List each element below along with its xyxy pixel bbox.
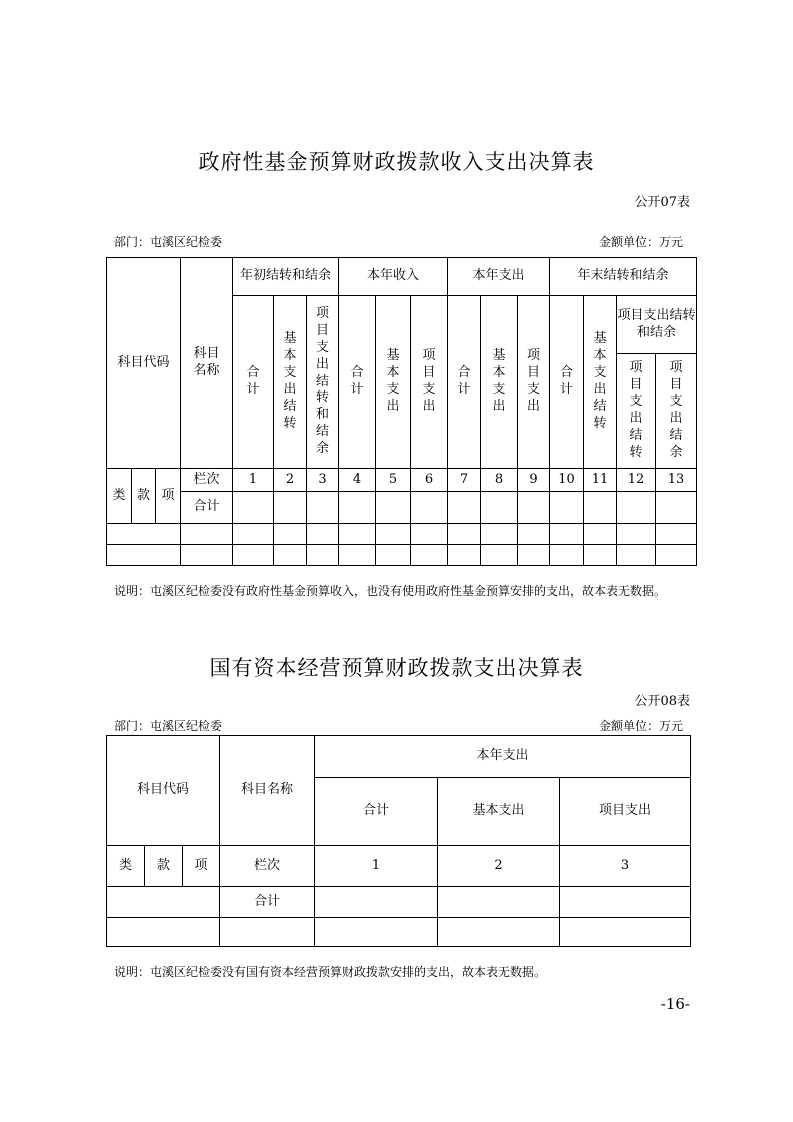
header-kuan: 款 [132, 469, 156, 524]
col-begin-total: 合计 [233, 296, 274, 469]
col-expense-basic: 基本支出 [481, 296, 518, 469]
table8-number: 公开08表 [634, 694, 690, 709]
col-number: 8 [481, 469, 518, 492]
col-number: 2 [274, 469, 307, 492]
header-subject-code: 科目代码 [107, 736, 220, 846]
col-number: 1 [233, 469, 274, 492]
col-income-total: 合计 [339, 296, 376, 469]
col-number: 13 [656, 469, 697, 492]
col-number: 5 [376, 469, 411, 492]
col-end-project-balance: 项目支出结余 [656, 354, 697, 469]
col-end-total: 合计 [550, 296, 584, 469]
col-number: 3 [560, 846, 691, 887]
col-total: 合计 [315, 778, 438, 846]
table7-unit: 金额单位：万元 [598, 235, 683, 249]
col-begin-project-carry-balance: 项目支出结转和结余 [307, 296, 339, 469]
table-row [107, 918, 691, 947]
header-ending-balance: 年末结转和结余 [550, 258, 697, 296]
page-number: -16- [660, 995, 690, 1013]
table8-note: 说明：屯溪区纪检委没有国有资本经营预算财政拨款安排的支出，故本表无数据。 [114, 965, 547, 979]
table8-department: 部门：屯溪区纪检委 [114, 719, 223, 733]
table8-unit: 金额单位：万元 [598, 719, 683, 733]
col-number: 2 [438, 846, 560, 887]
col-number: 4 [339, 469, 376, 492]
header-beginning-balance: 年初结转和结余 [233, 258, 339, 296]
table7-note: 说明：屯溪区纪检委没有政府性基金预算收入，也没有使用政府性基金预算安排的支出，故本表无数据。 [114, 584, 667, 598]
table7 [106, 257, 697, 566]
col-number: 11 [584, 469, 617, 492]
col-expense-project: 项目支出 [518, 296, 550, 469]
col-end-basic-carry: 基本支出结转 [584, 296, 617, 469]
col-number: 10 [550, 469, 584, 492]
header-current-expense: 本年支出 [315, 736, 691, 778]
header-lei: 类 [107, 469, 132, 524]
col-basic-expense: 基本支出 [438, 778, 560, 846]
table-row [107, 524, 697, 545]
table8 [106, 735, 691, 947]
header-xiang: 项 [183, 846, 220, 887]
header-subject-code: 科目代码 [107, 258, 181, 469]
table-row [107, 545, 697, 566]
header-lanci: 栏次 [220, 846, 315, 887]
header-lei: 类 [107, 846, 145, 887]
col-number: 7 [448, 469, 481, 492]
table7-department: 部门：屯溪区纪检委 [114, 235, 223, 249]
col-number: 1 [315, 846, 438, 887]
header-xiang: 项 [156, 469, 181, 524]
row-total-label: 合计 [220, 887, 315, 918]
table7-number: 公开07表 [634, 195, 690, 210]
header-lanci: 栏次 [181, 469, 233, 492]
col-number: 6 [411, 469, 448, 492]
col-end-project-carry: 项目支出结转 [617, 354, 656, 469]
col-number: 3 [307, 469, 339, 492]
col-number: 9 [518, 469, 550, 492]
table7-title: 政府性基金预算财政拨款收入支出决算表 [198, 150, 595, 174]
col-project-expense: 项目支出 [560, 778, 691, 846]
table8-title: 国有资本经营预算财政拨款支出决算表 [209, 656, 584, 680]
col-begin-basic-carry: 基本支出结转 [274, 296, 307, 469]
header-current-expense: 本年支出 [448, 258, 550, 296]
col-expense-total: 合计 [448, 296, 481, 469]
col-number: 12 [617, 469, 656, 492]
header-current-income: 本年收入 [339, 258, 448, 296]
header-subject-name: 科目名称 [220, 736, 315, 846]
row-total-label: 合计 [181, 492, 233, 524]
header-kuan: 款 [145, 846, 183, 887]
header-subject-name: 科目名称 [181, 258, 233, 469]
col-income-basic: 基本支出 [376, 296, 411, 469]
col-income-project: 项目支出 [411, 296, 448, 469]
header-project-carry-balance: 项目支出结转和结余 [617, 296, 697, 354]
